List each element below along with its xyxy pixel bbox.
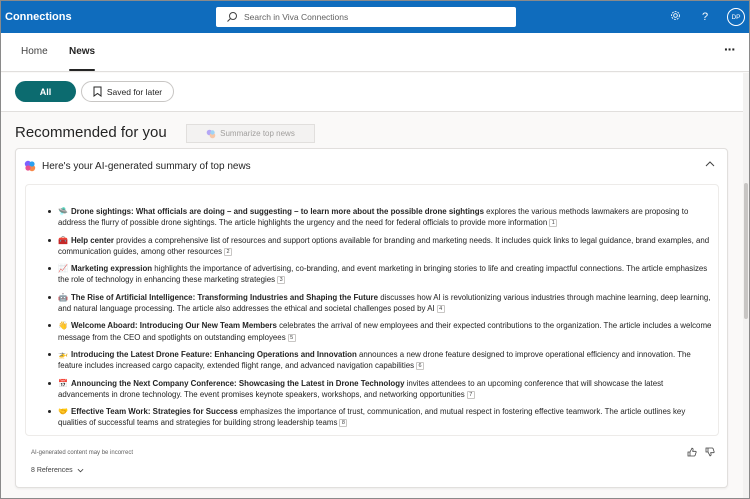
reference-badge[interactable]: 6 xyxy=(416,362,424,370)
list-item xyxy=(48,406,714,428)
reference-badge[interactable]: 5 xyxy=(288,334,296,342)
summary-content xyxy=(25,184,719,436)
more-options-icon[interactable]: ··· xyxy=(724,41,735,57)
copilot-icon xyxy=(206,129,216,139)
top-bar xyxy=(1,1,750,33)
drone-icon: 🛸 xyxy=(58,207,68,216)
thumbs-down-icon[interactable] xyxy=(705,447,715,457)
list-item xyxy=(48,349,714,371)
thumbs-up-icon[interactable] xyxy=(687,447,697,457)
copilot-icon xyxy=(24,160,36,172)
article-title-link[interactable]: Announcing the Next Company Conference: Showcasing the Latest in Drone Technology xyxy=(70,378,405,388)
summary-text: announces a new drone feature designed to improve operational efficiency and innovation. The feature includes increased cargo capacity, extended flight range, and advanced navigation capabilities xyxy=(58,349,691,371)
collapse-chevron-up-icon[interactable] xyxy=(705,158,715,170)
chevron-down-icon xyxy=(77,468,84,473)
saved-for-later-button[interactable] xyxy=(81,81,174,102)
filter-bar xyxy=(1,73,749,112)
reference-badge[interactable]: 2 xyxy=(224,248,232,256)
article-title-link[interactable]: The Rise of Artificial Intelligence: Transforming Industries and Shaping the Future xyxy=(70,292,379,302)
page-scrollbar[interactable] xyxy=(743,73,749,498)
ai-summary-card xyxy=(15,148,728,488)
tab-news[interactable]: News xyxy=(69,46,96,57)
settings-gear-icon[interactable] xyxy=(667,10,683,24)
summary-list xyxy=(48,206,714,435)
reference-badge[interactable]: 8 xyxy=(339,419,347,427)
summary-text: provides a comprehensive list of resources and support options available for branding and marketing needs. It includes quick links to legal guidance, brand examples, and communication guides, among other resources xyxy=(58,235,710,256)
section-title: Recommended for you xyxy=(15,124,167,141)
toolbox-icon: 🧰 xyxy=(58,235,68,245)
article-title-link[interactable]: Introducing the Latest Drone Feature: Enhancing Operations and Innovation xyxy=(70,349,357,359)
summarize-label: Summarize top news xyxy=(220,129,295,138)
list-item xyxy=(48,292,714,314)
references-toggle[interactable] xyxy=(31,467,84,474)
list-item xyxy=(48,206,714,228)
help-icon[interactable]: ? xyxy=(701,11,709,23)
robot-icon: 🤖 xyxy=(58,292,68,302)
ai-disclaimer: AI-generated content may be incorrect xyxy=(31,450,134,456)
search-icon xyxy=(226,11,238,23)
waving-hand-icon: 👋 xyxy=(58,321,68,331)
bookmark-icon xyxy=(93,86,102,97)
summary-heading: Here's your AI-generated summary of top news xyxy=(42,160,251,172)
article-title-link[interactable]: Marketing expression xyxy=(70,264,153,274)
scrollbar-thumb[interactable] xyxy=(744,183,748,319)
handshake-icon: 🤝 xyxy=(58,407,68,417)
chart-icon: 📈 xyxy=(58,264,68,274)
calendar-icon: 📅 xyxy=(58,378,68,388)
summary-text: highlights the importance of advertising, co-branding, and event marketing in bringing stories to life and creating impactful connections. The article emphasizes the role of technology in enhancing these marketing strategies xyxy=(58,264,708,285)
saved-for-later-label: Saved for later xyxy=(106,86,163,97)
list-item xyxy=(48,378,714,400)
summary-text: invites attendees to an upcoming conference that will showcase the latest advancements in drone technology. The event promises keynote speakers, workshops, and networking opportunities xyxy=(58,378,664,399)
list-item xyxy=(48,263,714,285)
summary-text: emphasizes the importance of trust, communication, and mutual respect in fostering effective teamwork. The article outlines key qualities of successful teams and strategies for building strong leadership teams xyxy=(58,407,686,428)
article-title-link[interactable]: Welcome Aboard: Introducing Our New Team Members xyxy=(70,321,277,331)
filter-all-button[interactable]: All xyxy=(15,81,76,102)
reference-badge[interactable]: 7 xyxy=(467,391,475,399)
avatar[interactable]: DP xyxy=(727,8,745,26)
summary-text: discusses how AI is revolutionizing various industries through machine learning, deep learning, and natural language processing. The article also addresses the ethical and societal challenges posed by AI xyxy=(58,292,711,313)
list-item xyxy=(48,320,714,342)
article-title-link[interactable]: Help center xyxy=(70,235,114,245)
summary-text: explores the various methods lawmakers are proposing to address the flurry of possible drone sightings. The article highlights the urgency and the need for federal officials to provide more information xyxy=(58,207,689,228)
summarize-top-news-button[interactable] xyxy=(186,124,315,143)
active-tab-indicator xyxy=(69,69,95,71)
page-nav xyxy=(1,33,749,72)
helicopter-icon: 🚁 xyxy=(58,349,68,359)
article-title-link[interactable]: Drone sightings: What officials are doing – and suggesting – to learn more about the possible drone sightings xyxy=(70,207,484,216)
reference-badge[interactable]: 4 xyxy=(437,305,445,313)
references-label: 8 References xyxy=(31,467,73,474)
search-placeholder: Search in Viva Connections xyxy=(244,12,349,22)
app-title: Connections xyxy=(5,11,72,23)
list-item xyxy=(48,235,714,257)
tab-home[interactable]: Home xyxy=(21,46,48,57)
search-box[interactable] xyxy=(216,7,516,27)
reference-badge[interactable]: 3 xyxy=(277,276,285,284)
article-title-link[interactable]: Effective Team Work: Strategies for Success xyxy=(70,407,238,417)
summary-text: celebrates the arrival of new employees and their expected contributions to the organization. The article includes a welcome message from the CEO and spotlights on outstanding employees xyxy=(58,321,712,342)
reference-badge[interactable]: 1 xyxy=(549,219,557,227)
